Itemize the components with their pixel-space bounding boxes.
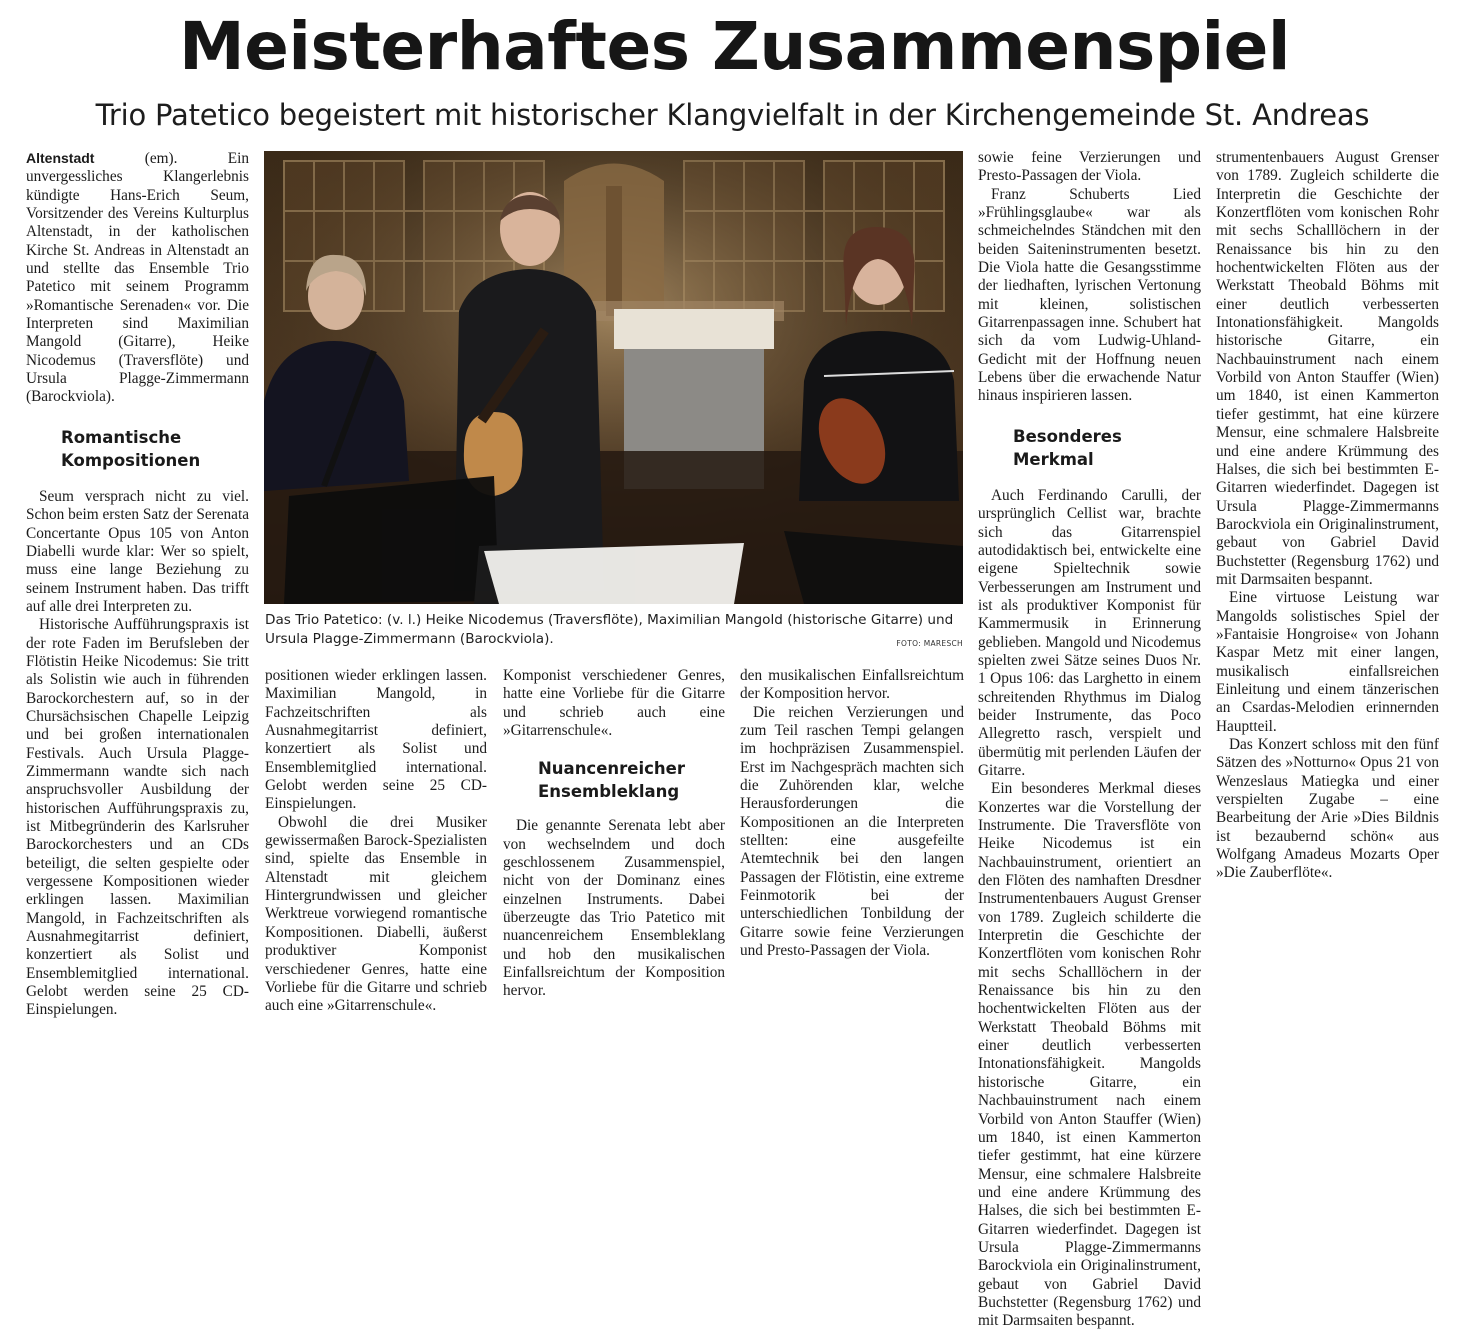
photo-caption: Das Trio Patetico: (v. l.) Heike Nicodemus (Traversflöte), Maximilian Mangold (historische Gitarre) und Ursula Plagge-Zimmermann (Barockviola). [265, 612, 954, 647]
article-paragraph: Historische Aufführungspraxis ist der rote Faden im Berufsleben der Flötistin Heike Nicodemus: Sie tritt als Solistin wie auch in führenden Barockorchestern auf, so in der Chursächsischen Chapelle Leipzig und bei großen internationalen Festivals. Auch Ursula Plagge-Zimmermann wandte sich nach anspruchsvoller Ausbildung der historischen Aufführungspraxis zu, ist Mitbegründerin des Karlsruher Barockorchesters und an CDs beteiligt, die selten gespielte oder vergessene Kompositionen wieder erklingen lassen. Maximilian Mangold, in Fachzeitschriften als Ausnahmegitarrist definiert, konzertiert als Solist und Ensemblemitglied international. Gelobt werden seine 25 CD-Einspielungen. [26, 616, 249, 1019]
dateline: Altenstadt [26, 150, 95, 166]
article-paragraph: positionen wieder erklingen lassen. Maximilian Mangold, in Fachzeitschriften als Ausnahmegitarrist definiert, konzertiert als Solist und Ensemblemitglied international. Gelobt werden seine 25 CD-Einspielungen. [265, 667, 487, 813]
lead-paragraph [26, 149, 249, 407]
article-column-4 [740, 667, 964, 971]
subheading-besonderes-merkmal: Besonderes Merkmal [1013, 426, 1122, 469]
article-paragraph: Obwohl die drei Musiker gewissermaßen Barock-Spezialisten sind, spielte das Ensemble in Altenstadt mit gleichem Hintergrundwissen und gleicher Werktreue vorwiegend romantische Kompositionen. Diabelli, äußerst produktiver Komponist verschiedener Genres, hatte eine Vorliebe für die Gitarre und schrieb auch eine »Gitarrenschule«. [265, 813, 487, 1015]
article-column-3 [503, 667, 725, 1000]
article-paragraph: Das Konzert schloss mit den fünf Sätzen des »Notturno« Opus 21 von Wenzeslaus Matiegka und einer verspielten Zugabe – eine Bearbeitung der Arie »Dies Bildnis ist bezaubernd schön« aus Wolfgang Amadeus Mozarts Oper »Die Zauberflöte«. [1216, 736, 1439, 882]
article-column-1 [26, 149, 249, 1019]
article-paragraph: sowie feine Verzierungen und Presto-Passagen der Viola. [978, 149, 1201, 185]
article-paragraph: Franz Schuberts Lied »Frühlingsglaube« war als schmeichelndes Ständchen mit den beiden Saiteninstrumenten besetzt. Die Viola hatte die Gesangsstimme der liedhaften, lyrischen Vertonung mit kleinen, solistischen Gitarrenpassagen inne. Schubert hat sich da vom Ludwig-Uhland-Gedicht mit der Hoffnung neuen Lebens über die erwachende Natur hinaus inspirieren lassen. [978, 185, 1201, 405]
article-paragraph: strumentenbauers August Grenser von 1789. Zugleich schilderte die Interpretin die Geschichte der Konzertflöten vom konischen Rohr mit sechs Schalllöchern in der Renaissance bis hin zu den hochentwickelten Flöten aus der Werkstatt Theobald Böhms mit einer deutlich verbesserten Intonationsfähigkeit. Mangolds historische Gitarre, ein Nachbauinstrument nach einem Vorbild von Anton Stauffer (Wien) um 1840, ist einen Kammerton tiefer gestimmt, hat eine kürzere Mensur, eine schmalere Halsbreite und eine andere Krümmung des Halses, die sich bei bestimmten E-Gitarren wiederfindet. Dagegen ist Ursula Plagge-Zimmermanns Barockviola ein Originalinstrument, gebaut von Gabriel David Buchstetter (Regensburg 1762) und mit Darmsaiten bespannt. [1216, 149, 1439, 588]
article-column-2 [265, 667, 487, 1015]
article-paragraph: Auch Ferdinando Carulli, der ursprünglich Cellist war, brachte sich das Gitarrenspiel autodidaktisch bei, entwickelte eine eigene Spieltechnik sowie Verbesserungen am Instrument und ist als produktiver Komponist für Kammermusik in Erinnerung geblieben. Mangold und Nicodemus spielten zwei Sätze seines Duos Nr. 1 Opus 106: das Larghetto in einem schreitenden Rhythmus im Dialog beider Instrumente, das Poco Allegretto rasch, verspielt und übermütig mit perlenden Läufen der Gitarre. [978, 486, 1201, 779]
article-paragraph: den musikalischen Einfallsreichtum der Komposition hervor. [740, 667, 964, 703]
article-column-5 [978, 149, 1201, 1330]
concert-photo [264, 151, 963, 604]
article-paragraph: Die reichen Verzierungen und zum Teil raschen Tempi gelangen im hochpräzisen Zusammenspiel. Erst im Nachgespräch machten sich die Zuhörenden klar, welche Herausforderungen die Kompositionen an die Interpreten stellten: eine ausgefeilte Atemtechnik bei den langen Passagen der Flötistin, eine extreme Feinmotorik bei der unterschiedlichen Tonbildung der Gitarre sowie feine Verzierungen und Presto-Passagen der Viola. [740, 703, 964, 960]
article-paragraph: Komponist verschiedener Genres, hatte eine Vorliebe für die Gitarre und schrieb auch eine »Gitarrenschule«. [503, 667, 725, 740]
subheading-romantische-kompositionen: Romantische Kompositionen [61, 427, 201, 470]
article-column-6 [1216, 149, 1439, 971]
subheading-nuancenreicher-ensembleklang: Nuancenreicher Ensembleklang [538, 759, 685, 802]
article-paragraph: Ein besonderes Merkmal dieses Konzertes war die Vorstellung der Instrumente. Die Traversflöte von Heike Nicodemus ist ein Nachbauinstrument, orientiert an den Flöten des namhaften Dresdner Instrumentenbauers August Grenser von 1789. Zugleich schilderte die Interpretin die Geschichte der Konzertflöten vom konischen Rohr mit sechs Schalllöchern in der Renaissance bis hin zu den hochentwickelten Flöten aus der Werkstatt Theobald Böhms mit einer deutlich verbesserten Intonationsfähigkeit. Mangolds historische Gitarre, ein Nachbauinstrument nach einem Vorbild von Anton Stauffer (Wien) um 1840, ist einen Kammerton tiefer gestimmt, hat eine kürzere Mensur, eine schmalere Halsbreite und eine andere Krümmung des Halses, die sich bei bestimmten E-Gitarren wiederfindet. Dagegen ist Ursula Plagge-Zimmermanns Barockviola ein Originalinstrument, gebaut von Gabriel David Buchstetter (Regensburg 1762) und mit Darmsaiten bespannt. [978, 780, 1201, 1330]
lead-text: (em). Ein unvergessliches Klangerlebnis kündigte Hans-Erich Seum, Vorsitzender des Vereins Kulturplus Altenstadt, in der katholischen Kirche St. Andreas in Altenstadt an und stellte das Ensemble Trio Patetico mit seinem Programm »Romantische Serenaden« vor. Die Interpreten sind Maximilian Mangold (Gitarre), Heike Nicodemus (Traversflöte) und Ursula Plagge-Zimmermann (Barockviola). [26, 150, 249, 406]
article-paragraph: Seum versprach nicht zu viel. Schon beim ersten Satz der Serenata Concertante Opus 105 von Anton Diabelli wurde klar: Wer so spielt, muss eine lange Beziehung zu seinem Instrument haben. Das trifft auf alle drei Interpreten zu. [26, 487, 249, 615]
headline: Meisterhaftes Zusammenspiel [178, 8, 1290, 85]
subheadline: Trio Patetico begeistert mit historischer Klangvielfalt in der Kirchengemeinde St. Andreas [95, 98, 1370, 132]
photo-credit: FOTO: MARESCH [896, 639, 963, 648]
article-paragraph: Eine virtuose Leistung war Mangolds solistisches Spiel der »Fantaisie Hongroise« von Johann Kaspar Metz mit einer langen, musikalisch einfallsreichen Einleitung und einem tänzerischen an Csardas-Melodien erinnernden Hauptteil. [1216, 589, 1439, 735]
article-paragraph: Die genannte Serenata lebt aber von wechselndem und doch geschlossenem Zusammenspiel, nicht von der Dominanz eines einzelnen Instruments. Dabei überzeugte das Trio Patetico mit nuancenreichem Ensembleklang und hob den musikalischen Einfallsreichtum der Komposition hervor. [503, 817, 725, 1000]
